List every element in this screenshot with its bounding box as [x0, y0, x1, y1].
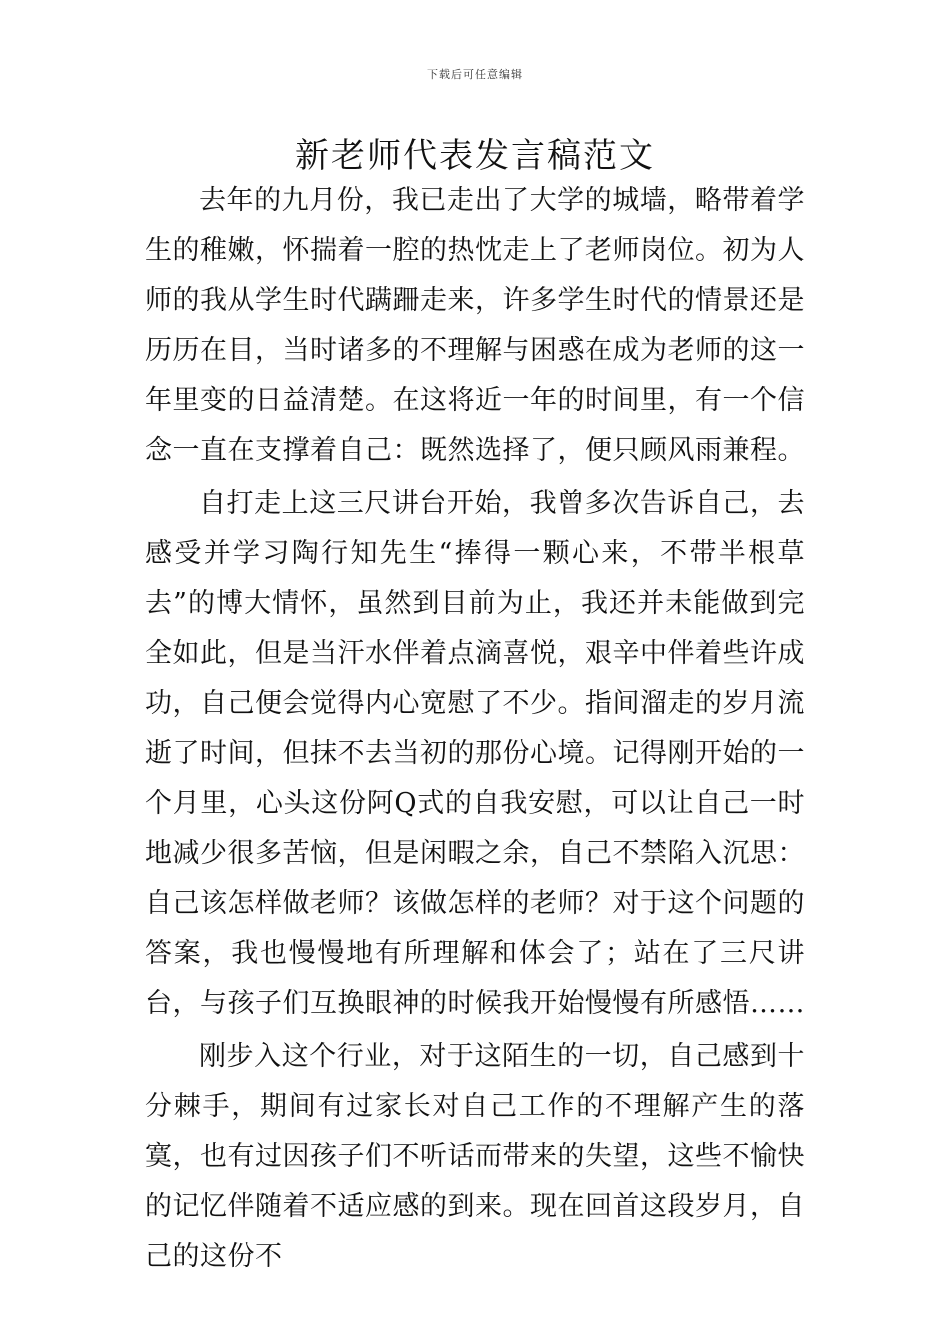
document-body: [145, 176, 805, 1285]
paragraph-3: 刚步入这个行业，对于这陌生的一切，自己感到十分棘手，期间有过家长对自己工作的不理解产生的落寞，也有过因孩子们不听话而带来的失望，这些不愉快的记忆伴随着不适应感的到来。现在回首这段岁月，自己的这份不: [145, 1041, 805, 1272]
header-note: 下载后可任意编辑: [427, 68, 523, 81]
paragraph-1: 去年的九月份，我已走出了大学的城墙，略带着学生的稚嫩，怀揣着一腔的热忱走上了老师岗位。初为人师的我从学生时代蹒跚走来，许多学生时代的情景还是历历在目，当时诸多的不理解与困惑在成为老师的这一年里变的日益清楚。在这将近一年的时间里，有一个信念一直在支撑着自己：既然选择了，便只顾风雨兼程。: [145, 185, 805, 466]
document-title: 新老师代表发言稿范文: [295, 136, 655, 176]
paragraph-2: 自打走上这三尺讲台开始，我曾多次告诉自己，去感受并学习陶行知先生“捧得一颗心来，不带半根草去”的博大情怀，虽然到目前为止，我还并未能做到完全如此，但是当汗水伴着点滴喜悦，艰辛中伴着些许成功，自己便会觉得内心宽慰了不少。指间溜走的岁月流逝了时间，但抹不去当初的那份心境。记得刚开始的一个月里，心头这份阿Q式的自我安慰，可以让自己一时地减少很多苦恼，但是闲暇之余，自己不禁陷入沉思：自己该怎样做老师？该做怎样的老师？对于这个问题的答案，我也慢慢地有所理解和体会了；站在了三尺讲台，与孩子们互换眼神的时候我开始慢慢有所感悟……: [145, 488, 805, 1019]
